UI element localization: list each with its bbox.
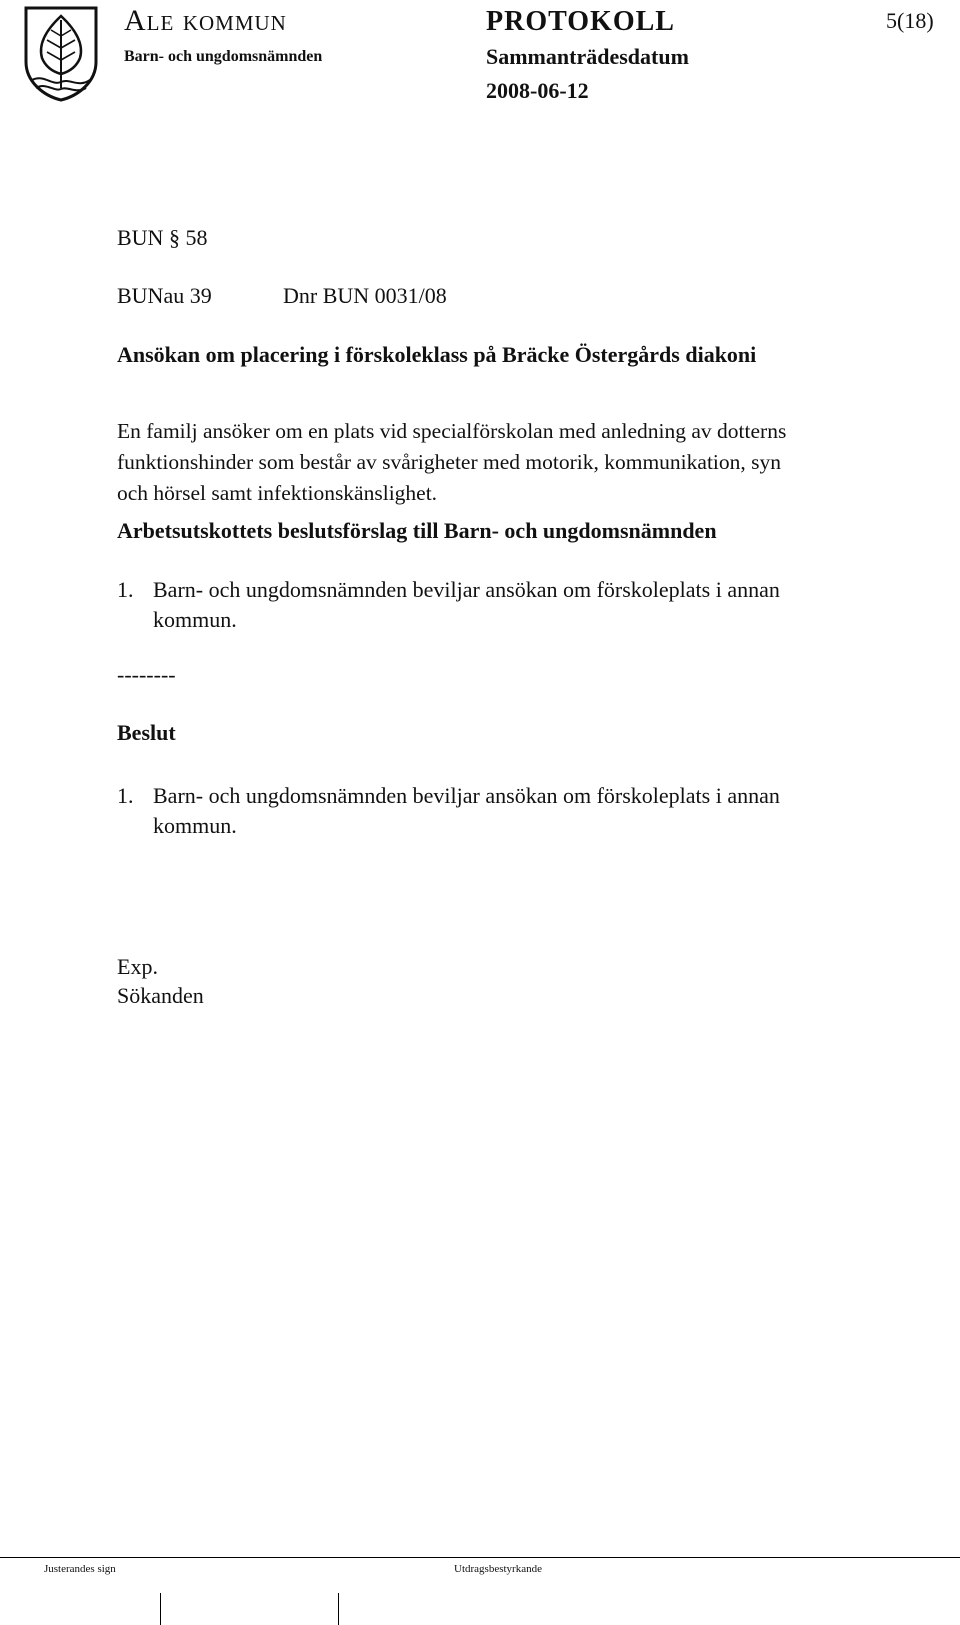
signature-box-divider bbox=[338, 1593, 339, 1625]
item-text-continuation: kommun. bbox=[153, 813, 237, 838]
item-text-continuation: kommun. bbox=[153, 607, 237, 632]
description-line: funktionshinder som består av svårigheter med motorik, kommunikation, syn bbox=[117, 450, 782, 474]
committee-name: Barn- och ungdomsnämnden bbox=[124, 48, 323, 65]
decision-list-item bbox=[117, 781, 780, 841]
dispatch-label: Exp. bbox=[117, 954, 158, 979]
meeting-date: 2008-06-12 bbox=[486, 78, 589, 103]
proposal-heading: Arbetsutskottets beslutsförslag till Barn- och ungdomsnämnden bbox=[117, 518, 717, 543]
paragraph-reference: BUN § 58 bbox=[117, 225, 208, 250]
item-text: Barn- och ungdomsnämnden beviljar ansökan om förskoleplats i annan bbox=[153, 577, 780, 602]
item-number: 1. bbox=[117, 783, 134, 808]
footer-divider bbox=[0, 1557, 960, 1558]
item-number: 1. bbox=[117, 577, 134, 602]
proposal-list-item bbox=[117, 575, 780, 635]
case-title: Ansökan om placering i förskoleklass på Bräcke Östergårds diakoni bbox=[117, 342, 757, 367]
case-description bbox=[117, 416, 786, 509]
decision-heading: Beslut bbox=[117, 720, 176, 745]
organization-name: Ale kommun bbox=[124, 4, 287, 37]
document-type: PROTOKOLL bbox=[486, 6, 675, 37]
description-line: En familj ansöker om en plats vid specialförskolan med anledning av dotterns bbox=[117, 419, 787, 443]
description-line: och hörsel samt infektionskänslighet. bbox=[117, 481, 438, 505]
signature-box-divider bbox=[160, 1593, 161, 1625]
item-text: Barn- och ungdomsnämnden beviljar ansökan om förskoleplats i annan bbox=[153, 783, 780, 808]
signature-label: Justerandes sign bbox=[44, 1563, 116, 1575]
diary-number: Dnr BUN 0031/08 bbox=[283, 283, 447, 308]
meeting-date-label: Sammanträdesdatum bbox=[486, 44, 689, 69]
working-committee-reference: BUNau 39 bbox=[117, 283, 212, 308]
extract-certification-label: Utdragsbestyrkande bbox=[454, 1563, 542, 1575]
page-number: 5(18) bbox=[886, 8, 934, 33]
separator: -------- bbox=[117, 662, 176, 687]
coat-of-arms-logo bbox=[20, 2, 102, 102]
dispatch-recipient: Sökanden bbox=[117, 983, 204, 1008]
